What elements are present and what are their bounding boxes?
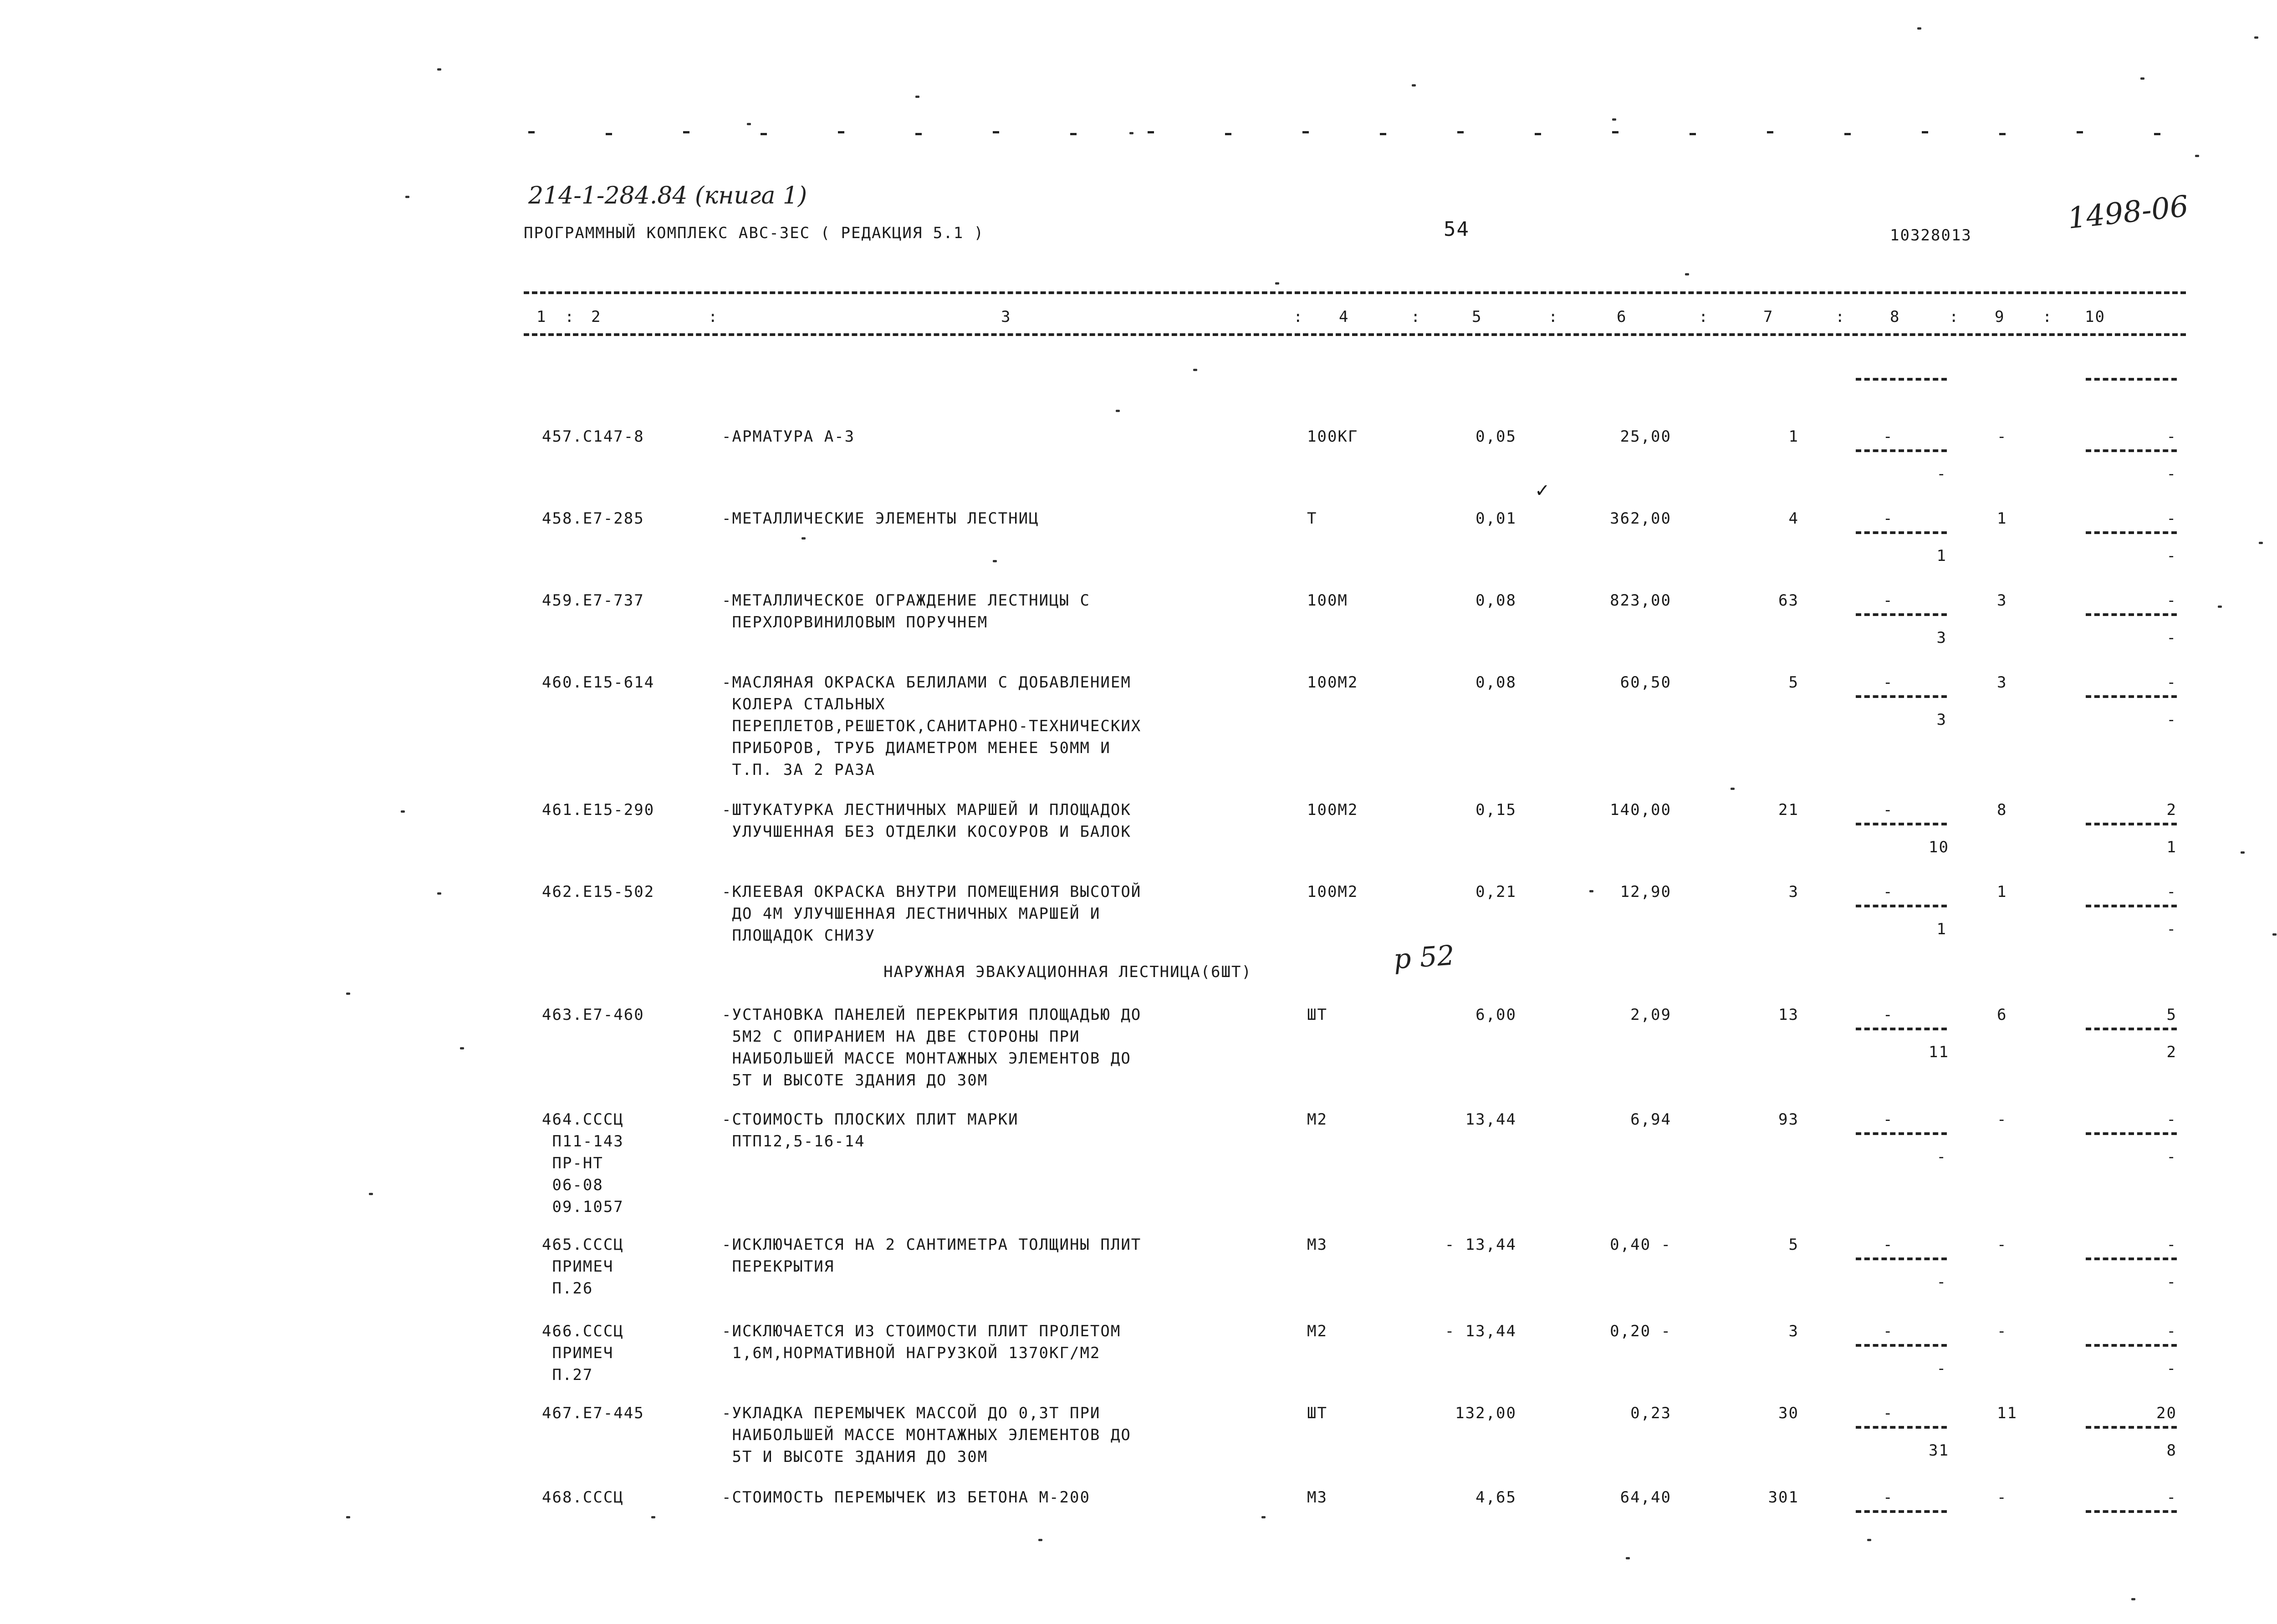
handwritten-code: 214-1-284.84 (книга 1) [528, 182, 807, 209]
row-col8-bottom: 11 [1929, 1043, 1949, 1061]
marking-dash [915, 133, 922, 135]
row-description: -СТОИМОСТЬ ПЛОСКИХ ПЛИТ МАРКИ ПТП12,5-16-14 [722, 1110, 1019, 1151]
page-number: 54 [1444, 218, 1470, 241]
row-unit-price: 0,23 [1630, 1404, 1671, 1422]
row-code: 465.СССЦ ПРИМЕЧ П.26 [542, 1236, 624, 1298]
row-col8-top: - [1883, 883, 1894, 901]
marking-dash [1767, 131, 1773, 133]
row-description: -УСТАНОВКА ПАНЕЛЕЙ ПЕРЕКРЫТИЯ ПЛОЩАДЬЮ ДО 5М2 С ОПИРАНИЕМ НА ДВЕ СТОРОНЫ ПРИ НАИБОЛЬШЕЙ МАССЕ МОНТАЖНЫХ ЭЛЕМЕНТОВ ДО 5Т И ВЫСОТЕ ЗДАНИЯ ДО 30М [722, 1006, 1142, 1089]
header-rule-top [524, 291, 2186, 294]
row-col10-top: - [2166, 428, 2177, 446]
row-col8-bottom: - [1936, 1359, 1947, 1378]
row-code: 464.СССЦ П11-143 ПР-НТ 06-08 09.1057 [542, 1110, 624, 1216]
row-col10-top: 2 [2166, 801, 2177, 819]
row-col8-bottom: - [1936, 1148, 1947, 1166]
speck [2259, 542, 2263, 544]
col-separators-i: : [2042, 308, 2053, 326]
speck [1731, 788, 1735, 790]
speck [915, 96, 919, 98]
row-quantity: 132,00 [1455, 1404, 1516, 1422]
row-col10-divider [2086, 695, 2177, 698]
row-col8-top: - [1883, 1236, 1894, 1254]
speck [1867, 1539, 1871, 1541]
row-col9: 3 [1997, 673, 2007, 692]
row-col10-bottom: - [2166, 1273, 2177, 1291]
row-unit: М2 [1307, 1322, 1327, 1340]
row-col8-divider [1856, 1132, 1947, 1135]
program-label: ПРОГРАММНЫЙ КОМПЛЕКС АВС-3ЕС ( РЕДАКЦИЯ 5.1 ) [524, 224, 985, 242]
row-quantity: 0,15 [1475, 801, 1516, 819]
row-description: -АРМАТУРА А-3 [722, 428, 855, 446]
row-quantity: 0,01 [1475, 509, 1516, 528]
row-col8-divider [1856, 1257, 1947, 1260]
row-col10-bottom: - [2166, 629, 2177, 647]
speck [2140, 77, 2144, 80]
row-unit-price: 2,09 [1630, 1006, 1671, 1024]
col-header-7: 7 [1763, 308, 1774, 326]
row-col10-divider [2086, 613, 2177, 616]
row-unit-price: 25,00 [1620, 428, 1671, 446]
row-total: 3 [1788, 883, 1799, 901]
marking-dash [1302, 131, 1309, 133]
marking-dash [683, 131, 689, 133]
row-col10-bottom: 1 [2166, 838, 2177, 856]
marking-dash [1612, 131, 1618, 133]
row-col8-divider [1856, 823, 1947, 825]
row-col9: 1 [1997, 883, 2007, 901]
row-col8-bottom: 1 [1936, 920, 1947, 938]
row-description: -СТОИМОСТЬ ПЕРЕМЫЧЕК ИЗ БЕТОНА М-200 [722, 1488, 1090, 1507]
row-col8-divider [1856, 531, 1947, 534]
speck [2254, 36, 2258, 39]
row-col10-top: - [2166, 591, 2177, 610]
row-col9: - [1997, 1322, 2007, 1340]
row-total: 5 [1788, 673, 1799, 692]
row-col10-top: - [2166, 509, 2177, 528]
col-header-10: 10 [2085, 308, 2105, 326]
col-separators-c: : [1293, 308, 1304, 326]
row-total: 3 [1788, 1322, 1799, 1340]
speck [346, 1516, 350, 1518]
speck [1116, 410, 1120, 412]
top-col8-divider [1856, 378, 1947, 381]
col-separators-f: : [1699, 308, 1709, 326]
row-code: 460.Е15-614 [542, 673, 655, 692]
row-description: -КЛЕЕВАЯ ОКРАСКА ВНУТРИ ПОМЕЩЕНИЯ ВЫСОТОЙ ДО 4М УЛУЧШЕННАЯ ЛЕСТНИЧНЫХ МАРШЕЙ И ПЛОЩАДОК СНИЗУ [722, 883, 1142, 945]
row-col8-top: - [1883, 1404, 1894, 1422]
row-unit-price: 64,40 [1620, 1488, 1671, 1507]
row-col10-bottom: 2 [2166, 1043, 2177, 1061]
row-code: 458.Е7-285 [542, 509, 644, 528]
col-header-5: 5 [1472, 308, 1482, 326]
row-col10-divider [2086, 1344, 2177, 1347]
row-total: 4 [1788, 509, 1799, 528]
row-col10-bottom: - [2166, 465, 2177, 483]
row-col8-top: - [1883, 1488, 1894, 1507]
row-total: 301 [1768, 1488, 1799, 1507]
col-separators-g: : [1835, 308, 1846, 326]
row-total: 93 [1778, 1110, 1799, 1129]
row-code: 467.Е7-445 [542, 1404, 644, 1422]
row-col10-bottom: - [2166, 547, 2177, 565]
row-col10-top: 5 [2166, 1006, 2177, 1024]
row-total: 1 [1788, 428, 1799, 446]
row-col9: - [1997, 1488, 2007, 1507]
row-unit: М2 [1307, 1110, 1327, 1129]
col-separators-b: : [708, 308, 719, 326]
row-unit: ШТ [1307, 1404, 1327, 1422]
speck [1589, 890, 1593, 892]
row-col9: 1 [1997, 509, 2007, 528]
row-col10-divider [2086, 1028, 2177, 1030]
marking-dash [1225, 133, 1231, 135]
row-col10-divider [2086, 531, 2177, 534]
marking-dash [606, 133, 612, 135]
row-col10-bottom: - [2166, 1148, 2177, 1166]
row-col9: - [1997, 1236, 2007, 1254]
check-mark: ✓ [1535, 480, 1550, 501]
row-description: -ШТУКАТУРКА ЛЕСТНИЧНЫХ МАРШЕЙ И ПЛОЩАДОК УЛУЧШЕННАЯ БЕЗ ОТДЕЛКИ КОСОУРОВ И БАЛОК [722, 801, 1131, 841]
col-header-9: 9 [1995, 308, 2005, 326]
speck [460, 1047, 464, 1049]
row-col8-bottom: - [1936, 465, 1947, 483]
marking-dash [1690, 133, 1696, 135]
speck [802, 537, 806, 540]
col-header-8: 8 [1890, 308, 1900, 326]
row-quantity: 6,00 [1475, 1006, 1516, 1024]
row-col9: - [1997, 1110, 2007, 1129]
top-col10-divider [2086, 378, 2177, 381]
speck [401, 810, 405, 813]
row-col8-bottom: - [1936, 1273, 1947, 1291]
marking-dash [1070, 133, 1077, 135]
row-quantity: 0,21 [1475, 883, 1516, 901]
row-col8-bottom: 31 [1929, 1441, 1949, 1460]
row-col10-top: - [2166, 673, 2177, 692]
speck [1129, 132, 1133, 134]
row-total: 5 [1788, 1236, 1799, 1254]
section-title: НАРУЖНАЯ ЭВАКУАЦИОННАЯ ЛЕСТНИЦА(6ШТ) [883, 963, 1252, 981]
speck [346, 993, 350, 995]
row-quantity: - 13,44 [1445, 1236, 1516, 1254]
speck [2218, 606, 2222, 608]
row-description: -МЕТАЛЛИЧЕСКИЕ ЭЛЕМЕНТЫ ЛЕСТНИЦ [722, 509, 1039, 528]
marking-dash [528, 131, 535, 133]
row-unit: 100М [1307, 591, 1348, 610]
speck [2131, 1598, 2135, 1600]
row-description: -ИСКЛЮЧАЕТСЯ НА 2 САНТИМЕТРА ТОЛЩИНЫ ПЛИТ ПЕРЕКРЫТИЯ [722, 1236, 1142, 1276]
row-col10-top: - [2166, 1488, 2177, 1507]
marking-dash [1457, 131, 1464, 133]
speck [747, 123, 751, 125]
row-col10-divider [2086, 823, 2177, 825]
row-code: 463.Е7-460 [542, 1006, 644, 1024]
marking-dash [761, 133, 767, 135]
row-code: 459.Е7-737 [542, 591, 644, 610]
speck [1038, 1539, 1042, 1541]
header-rule-bottom [524, 333, 2186, 336]
row-description: -МАСЛЯНАЯ ОКРАСКА БЕЛИЛАМИ С ДОБАВЛЕНИЕМ КОЛЕРА СТАЛЬНЫХ ПЕРЕПЛЕТОВ,РЕШЕТОК,САНИТАРНО-ТЕХНИЧЕСКИХ ПРИБОРОВ, ТРУБ ДИАМЕТРОМ МЕНЕЕ 50ММ И Т.П. ЗА 2 РАЗА [722, 673, 1142, 779]
row-col9: 6 [1997, 1006, 2007, 1024]
row-col10-top: - [2166, 1110, 2177, 1129]
row-col10-bottom: 8 [2166, 1441, 2177, 1460]
row-col10-divider [2086, 905, 2177, 907]
row-col8-divider [1856, 1426, 1947, 1429]
row-total: 21 [1778, 801, 1799, 819]
row-code: 468.СССЦ [542, 1488, 624, 1507]
marking-dash [1844, 133, 1851, 135]
speck [1685, 273, 1689, 275]
row-unit: ШТ [1307, 1006, 1327, 1024]
row-unit-price: 140,00 [1610, 801, 1671, 819]
row-unit-price: 0,40 - [1610, 1236, 1671, 1254]
speck [2241, 851, 2245, 854]
speck [1917, 27, 1921, 30]
row-col10-top: - [2166, 1236, 2177, 1254]
row-unit: Т [1307, 509, 1317, 528]
speck [437, 892, 441, 895]
speck [1275, 282, 1279, 285]
row-col10-divider [2086, 1426, 2177, 1429]
row-quantity: 13,44 [1465, 1110, 1516, 1129]
row-col9: 8 [1997, 801, 2007, 819]
col-separators-h: : [1949, 308, 1960, 326]
row-total: 63 [1778, 591, 1799, 610]
row-col8-divider [1856, 613, 1947, 616]
row-col8-top: - [1883, 673, 1894, 692]
marking-dash [2154, 133, 2160, 135]
row-unit: 100М2 [1307, 883, 1358, 901]
col-header-6: 6 [1617, 308, 1627, 326]
row-total: 30 [1778, 1404, 1799, 1422]
row-col8-divider [1856, 1510, 1947, 1513]
speck [1412, 84, 1416, 87]
row-col8-divider [1856, 1344, 1947, 1347]
marking-dash [2077, 131, 2083, 133]
handwritten-sheet-number: 1498-06 [2066, 189, 2190, 236]
row-description: -УКЛАДКА ПЕРЕМЫЧЕК МАССОЙ ДО 0,3Т ПРИ НАИБОЛЬШЕЙ МАССЕ МОНТАЖНЫХ ЭЛЕМЕНТОВ ДО 5Т И ВЫСОТЕ ЗДАНИЯ ДО 30М [722, 1404, 1131, 1466]
row-col10-bottom: - [2166, 1359, 2177, 1378]
row-quantity: 0,05 [1475, 428, 1516, 446]
row-quantity: 0,08 [1475, 673, 1516, 692]
row-col8-top: - [1883, 428, 1894, 446]
col-header-2: 2 [591, 308, 602, 326]
row-unit: 100М2 [1307, 673, 1358, 692]
row-col8-bottom: 10 [1929, 838, 1949, 856]
row-code: 457.С147-8 [542, 428, 644, 446]
row-quantity: 4,65 [1475, 1488, 1516, 1507]
marking-dash [1148, 131, 1154, 133]
row-col10-bottom: - [2166, 711, 2177, 729]
row-col8-top: - [1883, 1322, 1894, 1340]
speck [369, 1193, 373, 1195]
row-unit-price: 12,90 [1620, 883, 1671, 901]
speck [1612, 118, 1616, 121]
row-col8-divider [1856, 695, 1947, 698]
row-total: 13 [1778, 1006, 1799, 1024]
row-col9: - [1997, 428, 2007, 446]
row-unit-price: 6,94 [1630, 1110, 1671, 1129]
row-col10-top: 20 [2156, 1404, 2177, 1422]
speck [437, 68, 441, 71]
row-col8-top: - [1883, 509, 1894, 528]
marking-dash [1380, 133, 1386, 135]
row-unit: М3 [1307, 1236, 1327, 1254]
row-col9: 11 [1997, 1404, 2017, 1422]
row-unit-price: 60,50 [1620, 673, 1671, 692]
speck [405, 196, 409, 198]
row-col8-bottom: 1 [1936, 547, 1947, 565]
row-col8-divider [1856, 1028, 1947, 1030]
margin-note: р 52 [1392, 939, 1456, 976]
speck [993, 560, 997, 562]
row-col8-divider [1856, 905, 1947, 907]
marking-dash [993, 131, 999, 133]
row-description: -ИСКЛЮЧАЕТСЯ ИЗ СТОИМОСТИ ПЛИТ ПРОЛЕТОМ 1,6М,НОРМАТИВНОЙ НАГРУЗКОЙ 1370КГ/М2 [722, 1322, 1121, 1362]
row-unit-price: 362,00 [1610, 509, 1671, 528]
col-separators-a: : [565, 308, 575, 326]
speck [651, 1516, 655, 1518]
row-description: -МЕТАЛЛИЧЕСКОЕ ОГРАЖДЕНИЕ ЛЕСТНИЦЫ С ПЕРХЛОРВИНИЛОВЫМ ПОРУЧНЕМ [722, 591, 1090, 631]
row-quantity: - 13,44 [1445, 1322, 1516, 1340]
row-unit: 100КГ [1307, 428, 1358, 446]
row-col8-bottom: 3 [1936, 711, 1947, 729]
row-col8-top: - [1883, 591, 1894, 610]
marking-dash [1922, 131, 1928, 133]
row-col9: 3 [1997, 591, 2007, 610]
row-code: 461.Е15-290 [542, 801, 655, 819]
speck [1193, 369, 1197, 371]
row-col10-divider [2086, 1510, 2177, 1513]
col-header-3: 3 [1001, 308, 1011, 326]
speck [2272, 933, 2277, 936]
col-separators-e: : [1548, 308, 1559, 326]
row-code: 462.Е15-502 [542, 883, 655, 901]
col-header-4: 4 [1339, 308, 1349, 326]
row-col10-bottom: - [2166, 920, 2177, 938]
row-col10-top: - [2166, 1322, 2177, 1340]
row-col10-divider [2086, 1132, 2177, 1135]
row-unit-price: 823,00 [1610, 591, 1671, 610]
speck [2195, 155, 2199, 157]
row-quantity: 0,08 [1475, 591, 1516, 610]
col-header-1: 1 [536, 308, 547, 326]
row-col8-top: - [1883, 1110, 1894, 1129]
speck [1261, 1516, 1266, 1518]
row-col8-divider [1856, 449, 1947, 452]
row-col10-divider [2086, 1257, 2177, 1260]
row-unit: 100М2 [1307, 801, 1358, 819]
marking-dash [1999, 133, 2006, 135]
marking-dash [1535, 133, 1541, 135]
col-separators-d: : [1411, 308, 1421, 326]
row-col8-top: - [1883, 801, 1894, 819]
row-unit-price: 0,20 - [1610, 1322, 1671, 1340]
row-col10-divider [2086, 449, 2177, 452]
marking-dash [838, 131, 844, 133]
row-col8-top: - [1883, 1006, 1894, 1024]
row-unit: М3 [1307, 1488, 1327, 1507]
row-code: 466.СССЦ ПРИМЕЧ П.27 [542, 1322, 624, 1384]
speck [1626, 1557, 1630, 1559]
doc-number: 10328013 [1890, 226, 1972, 244]
row-col8-bottom: 3 [1936, 629, 1947, 647]
row-col10-top: - [2166, 883, 2177, 901]
